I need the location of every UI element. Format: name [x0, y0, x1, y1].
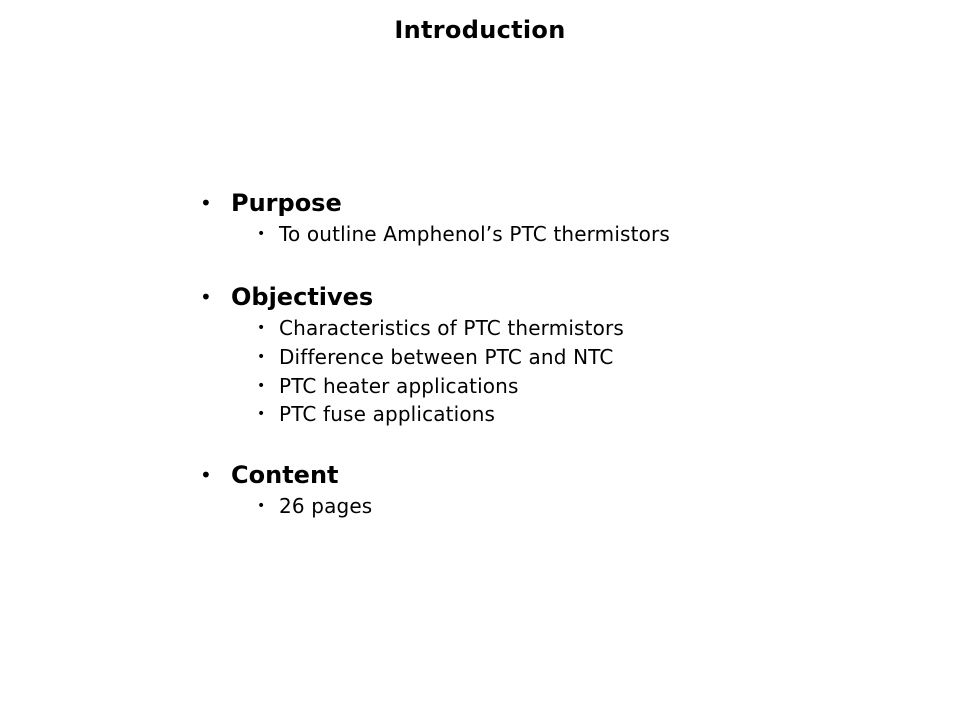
list-item: [200, 314, 624, 343]
section-objectives: [200, 280, 624, 429]
section-heading: [200, 280, 624, 314]
list-item: [200, 492, 372, 521]
bullet-icon: •: [200, 285, 212, 309]
list-item-text: Difference between PTC and NTC: [279, 345, 614, 370]
list-item: [200, 220, 670, 249]
bullet-icon: •: [257, 349, 266, 366]
bullet-icon: •: [257, 377, 266, 394]
bullet-icon: •: [257, 498, 266, 515]
list-item-text: PTC heater applications: [279, 373, 519, 398]
list-item: [200, 400, 624, 429]
heading-label: Content: [231, 461, 339, 489]
bullet-icon: •: [257, 406, 266, 423]
heading-label: Objectives: [231, 283, 374, 311]
slide-title: Introduction: [394, 16, 566, 44]
bullet-icon: •: [257, 226, 266, 243]
list-item: [200, 343, 624, 372]
section-content: [200, 458, 372, 521]
section-heading: [200, 186, 670, 220]
list-item-text: To outline Amphenol’s PTC thermistors: [279, 222, 670, 247]
list-item: [200, 371, 624, 400]
list-item-text: PTC fuse applications: [279, 402, 496, 427]
bullet-icon: •: [257, 320, 266, 337]
bullet-icon: •: [200, 463, 212, 487]
section-heading: [200, 458, 372, 492]
list-item-text: 26 pages: [279, 494, 373, 519]
heading-label: Purpose: [231, 189, 342, 217]
list-item-text: Characteristics of PTC thermistors: [279, 316, 624, 341]
bullet-icon: •: [200, 191, 212, 215]
section-purpose: [200, 186, 670, 249]
